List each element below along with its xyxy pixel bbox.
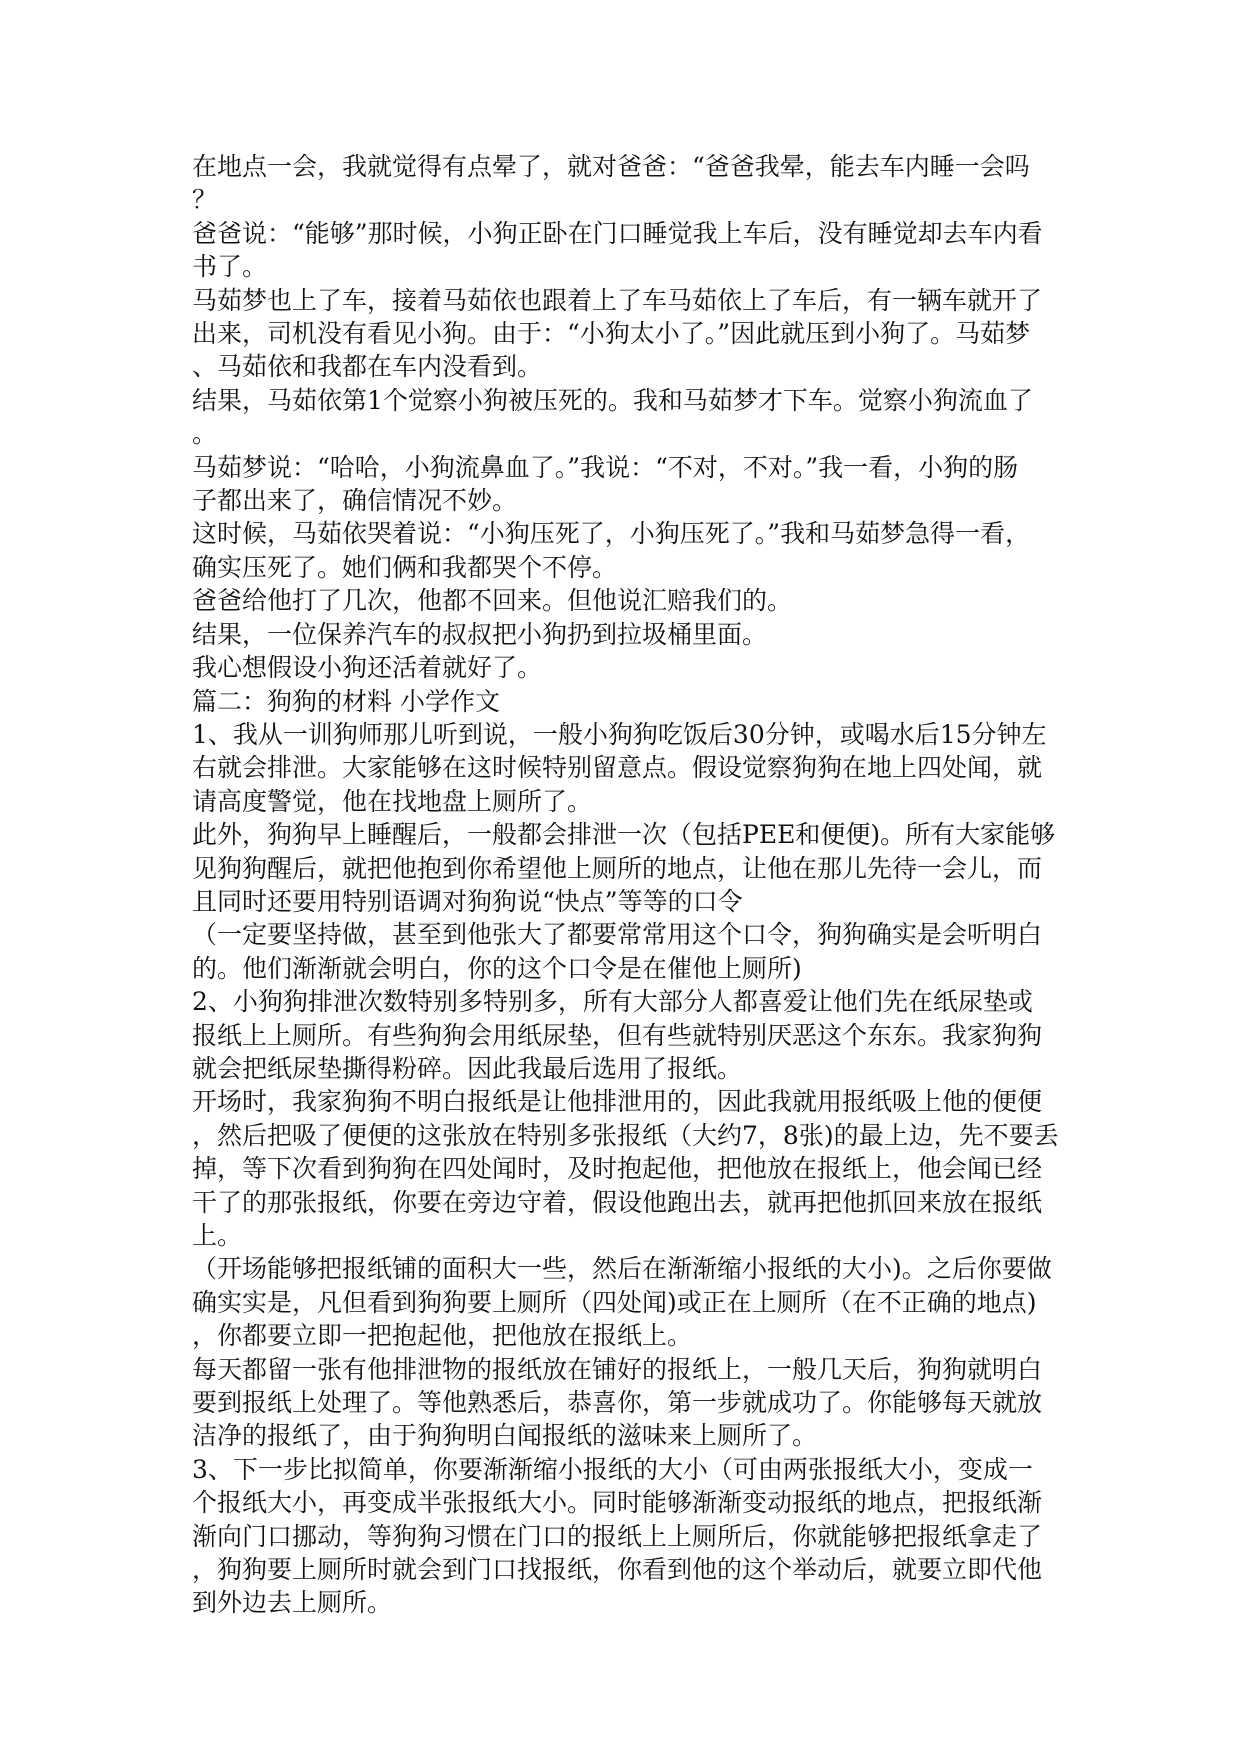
- text-line: 个报纸大小，再变成半张报纸大小。同时能够渐渐变动报纸的地点，把报纸渐: [192, 1488, 1043, 1518]
- text-line: ，你都要立即一把抱起他，把他放在报纸上。: [192, 1321, 693, 1351]
- text-line: 出来，司机没有看见小狗。由于：“小狗太小了。”因此就压到小狗了。马茹梦: [192, 319, 1031, 349]
- text-line: 掉，等下次看到狗狗在四处闻时，及时抱起他，把他放在报纸上，他会闻已经: [192, 1154, 1043, 1184]
- text-line: 在地点一会，我就觉得有点晕了，就对爸爸：“爸爸我晕，能去车内睡一会吗: [192, 152, 1030, 181]
- text-line: ，狗狗要上厕所时就会到门口找报纸，你看到他的这个举动后，就要立即代他: [192, 1555, 1043, 1585]
- text-line: 就会把纸尿垫撕得粉碎。因此我最后选用了报纸。: [192, 1053, 743, 1083]
- text-line: 结果，一位保养汽车的叔叔把小狗扔到拉圾桶里面。: [192, 619, 768, 649]
- text-line: 到外边去上厕所。: [192, 1588, 393, 1618]
- text-line: 开场时，我家狗狗不明白报纸是让他排泄用的，因此我就用报纸吸上他的便便: [192, 1087, 1043, 1117]
- text-line: 确实压死了。她们俩和我都哭个不停。: [192, 552, 618, 582]
- text-line: 这时候，马茹依哭着说：“小狗压死了，小狗压死了。”我和马茹梦急得一看，: [192, 519, 1031, 549]
- text-line: 确实实是，凡但看到狗狗要上厕所（四处闻)或正在上厕所（在不正确的地点): [192, 1287, 1037, 1317]
- text-line: ，然后把吸了便便的这张放在特别多张报纸（大约7，8张)的最上边，先不要丢: [192, 1120, 1059, 1150]
- text-line: 爸爸说：“能够”那时候，小狗正卧在门口睡觉我上车后，没有睡觉却去车内看: [192, 218, 1043, 248]
- text-line: （开场能够把报纸铺的面积大一些，然后在渐渐缩小报纸的大小)。之后你要做: [192, 1254, 1052, 1284]
- text-line: （一定要坚持做，甚至到他张大了都要常常用这个口令，狗狗确实是会听明白: [192, 920, 1043, 950]
- text-line: 上。: [192, 1221, 243, 1250]
- text-line: 马茹梦说：“哈哈，小狗流鼻血了。”我说：“不对，不对。”我一看，小狗的肠: [192, 452, 1019, 482]
- text-line: 我心想假设小狗还活着就好了。: [192, 653, 543, 683]
- text-line: 右就会排泄。大家能够在这时候特别留意点。假设觉察狗狗在地上四处闻，就: [192, 753, 1043, 783]
- text-line: 子都出来了，确信情况不妙。: [192, 486, 518, 516]
- document-body: [192, 150, 1059, 1620]
- text-line: 。: [192, 419, 218, 449]
- text-line: 要到报纸上处理了。等他熟悉后，恭喜你，第一步就成功了。你能够每天就放: [192, 1388, 1043, 1418]
- text-line: 且同时还要用特别语调对狗狗说“快点”等等的口令: [192, 886, 743, 916]
- text-line: 干了的那张报纸，你要在旁边守着，假设他跑出去，就再把他抓回来放在报纸: [192, 1187, 1043, 1217]
- text-line: 、马茹依和我都在车内没看到。: [192, 352, 543, 382]
- text-line: 马茹梦也上了车，接着马茹依也跟着上了车马茹依上了车后，有一辆车就开了: [192, 285, 1043, 315]
- text-line: 结果，马茹依第1个觉察小狗被压死的。我和马茹梦才下车。觉察小狗流血了: [192, 385, 1033, 415]
- text-line: 1、我从一训狗师那儿听到说，一般小狗狗吃饭后30分钟，或喝水后15分钟左: [192, 719, 1047, 749]
- section-heading: 篇二：狗狗的材料 小学作文: [192, 686, 500, 716]
- text-line: 渐向门口挪动，等狗狗习惯在门口的报纸上上厕所后，你就能够把报纸拿走了: [192, 1521, 1043, 1551]
- text-line: ？: [192, 185, 218, 215]
- text-line: 2、小狗狗排泄次数特别多特别多，所有大部分人都喜爱让他们先在纸尿垫或: [192, 987, 1033, 1017]
- text-line: 3、下一步比拟简单，你要渐渐缩小报纸的大小（可由两张报纸大小，变成一: [192, 1454, 1033, 1484]
- text-line: 每天都留一张有他排泄物的报纸放在铺好的报纸上，一般几天后，狗狗就明白: [192, 1354, 1043, 1384]
- text-line: 爸爸给他打了几次，他都不回来。但他说汇赔我们的。: [192, 586, 793, 616]
- text-line: 书了。: [192, 252, 268, 282]
- text-line: 此外，狗狗早上睡醒后，一般都会排泄一次（包括PEE和便便)。所有大家能够: [192, 820, 1056, 850]
- text-line: 报纸上上厕所。有些狗狗会用纸尿垫，但有些就特别厌恶这个东东。我家狗狗: [192, 1020, 1043, 1050]
- text-line: 洁净的报纸了，由于狗狗明白闻报纸的滋味来上厕所了。: [192, 1421, 818, 1451]
- text-line: 见狗狗醒后，就把他抱到你希望他上厕所的地点，让他在那儿先待一会儿，而: [192, 853, 1043, 883]
- text-line: 请高度警觉，他在找地盘上厕所了。: [192, 786, 593, 816]
- text-line: 的。他们渐渐就会明白，你的这个口令是在催他上厕所): [192, 953, 802, 983]
